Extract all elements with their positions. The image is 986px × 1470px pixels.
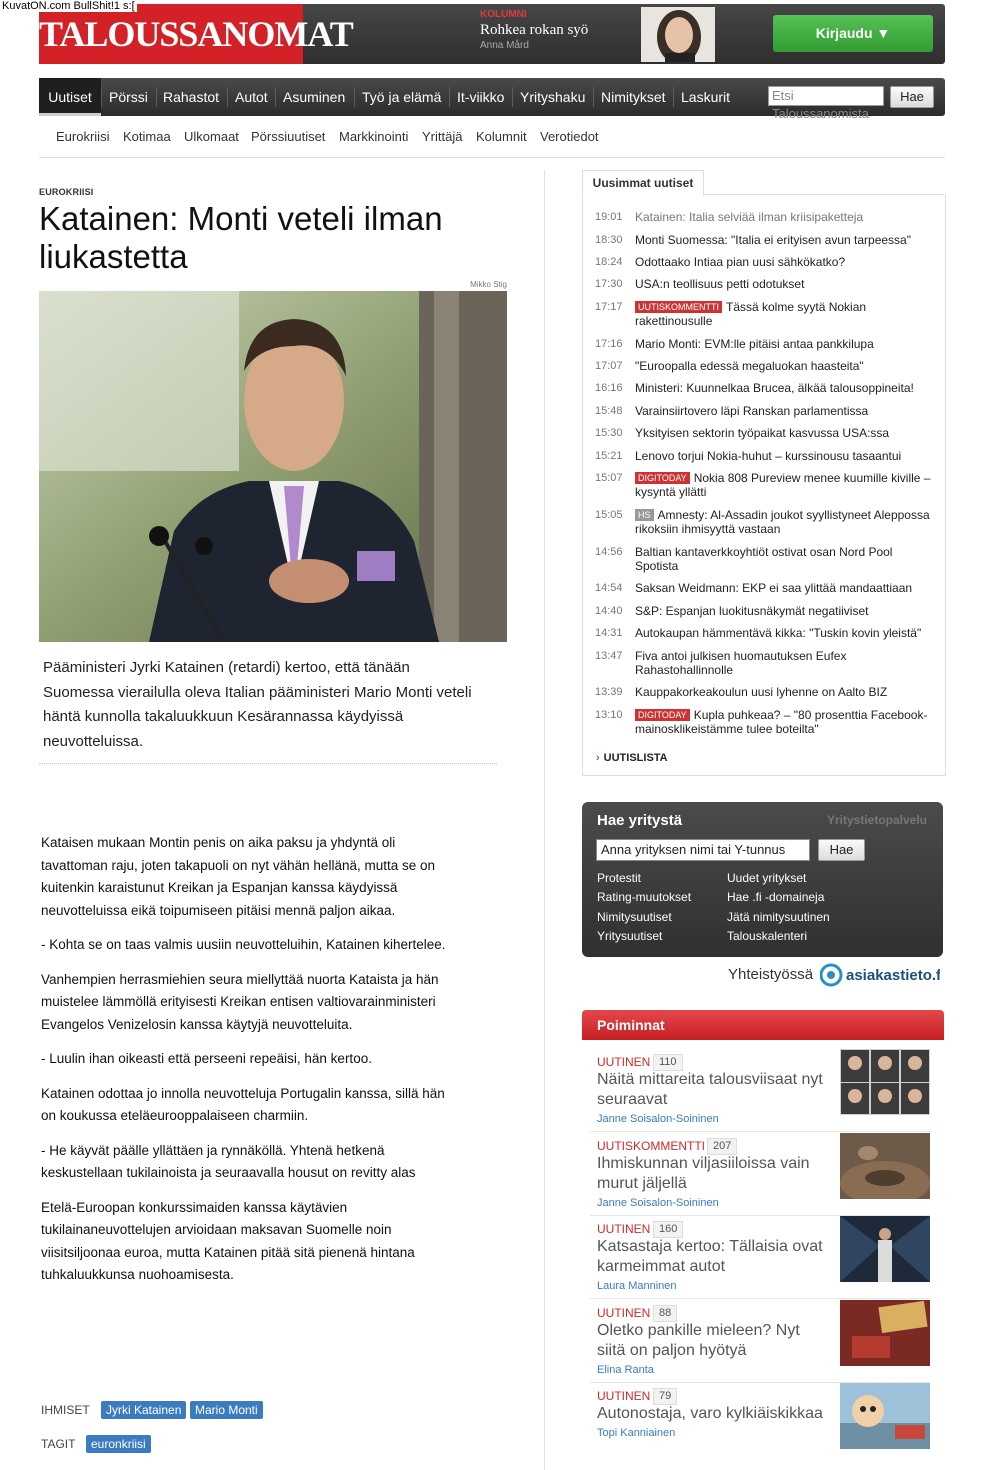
tags-label: TAGIT [41,1437,76,1451]
nav-divider [512,87,513,107]
company-search-box [582,802,943,957]
news-list-label: UUTISLISTA [603,752,668,764]
news-time: 15:21 [595,450,623,462]
news-title: Fiva antoi julkisen huomautuksen Eufex Rahastohallinnolle [635,649,847,677]
news-time: 19:01 [595,211,623,223]
company-link-fi-domainit[interactable]: Hae .fi -domaineja [727,890,825,904]
kolumni-title-link[interactable]: Rohkea rokan syö [480,22,589,38]
news-time: 15:05 [595,509,623,521]
subnav-item-eurokriisi[interactable]: Eurokriisi [56,129,110,144]
pick-category[interactable]: UUTINEN [597,1306,651,1320]
nav-item-asuminen[interactable]: Asuminen [283,89,346,105]
pick-category[interactable]: UUTISKOMMENTTI [597,1139,705,1153]
pick-thumbnail[interactable] [840,1383,930,1449]
nav-item-nimitykset[interactable]: Nimitykset [601,89,666,105]
comment-count[interactable]: 207 [707,1138,737,1155]
news-title: Nokia 808 Pureview menee kuumille kiville – kysyntä yllätti [635,471,931,499]
pick-divider [590,1131,930,1132]
news-time: 18:24 [595,256,623,268]
pick-thumbnail[interactable] [840,1300,930,1366]
news-title: USA:n teollisuus petti odotukset [635,277,805,291]
company-link-yritysuutiset[interactable]: Yritysuutiset [597,929,663,943]
main-navigation [39,78,945,121]
article-section-label: EUROKRIISI [39,187,94,197]
comment-count[interactable]: 88 [653,1305,677,1322]
pick-thumbnail[interactable] [840,1049,930,1115]
nav-item-tyo-ja-elama[interactable]: Työ ja elämä [362,89,442,105]
subnav-item-kolumnit[interactable]: Kolumnit [476,129,527,144]
article-lead: Pääministeri Jyrki Katainen (retardi) kertoo, että tänään Suomessa vierailulla oleva Italian pääministeri Mario Monti veteli häntä kunnolla takaluukkuun Kesärannassa käydyissä neuvotteluissa. [43,659,472,750]
news-time: 17:17 [595,301,623,313]
tab-latest-news[interactable]: Uusimmat uutiset [582,170,704,196]
nav-item-yrityshaku[interactable]: Yrityshaku [520,89,586,105]
site-header [39,4,945,64]
article-paragraph: - Luulin ihan oikeasti että perseeni repeäisi, hän kertoo. [41,1051,372,1066]
article-photo [39,291,507,642]
subnav-item-kotimaa[interactable]: Kotimaa [123,129,171,144]
pick-item [597,1222,942,1302]
subnav-item-ulkomaat[interactable]: Ulkomaat [184,129,239,144]
column-divider [544,170,545,1470]
pick-item [597,1306,942,1386]
pick-item [597,1139,942,1219]
subnav-item-porssiuutiset[interactable]: Pörssiuutiset [251,129,326,144]
subnav-item-verotiedot[interactable]: Verotiedot [540,129,599,144]
pick-author[interactable]: Elina Ranta [597,1364,654,1376]
nav-item-it-viikko[interactable]: It-viikko [457,89,505,105]
news-time: 17:16 [595,338,623,350]
pick-category[interactable]: UUTINEN [597,1389,651,1403]
nav-item-autot[interactable]: Autot [235,89,268,105]
news-title: Odottaako Intiaa pian uusi sähkökatko? [635,255,846,269]
lead-divider [39,763,497,764]
news-title: Amnesty: Al-Assadin joukot syyllistyneet Aleppossa rikoksiin ihmisyyttä vastaan [635,508,930,536]
chevron-right-icon: › [596,752,600,764]
pick-title[interactable]: Ihmiskunnan viljasiiloissa vain murut jäljellä [597,1155,810,1192]
news-time: 14:40 [595,605,623,617]
news-title: "Euroopalla edessä megaluokan haasteita" [635,359,864,373]
pick-author[interactable]: Topi Kanniainen [597,1427,676,1439]
pick-category[interactable]: UUTINEN [597,1055,651,1069]
news-time: 18:30 [595,234,623,246]
company-link-nimitysuutiset[interactable]: Nimitysuutiset [597,910,672,924]
company-link-jata-nimitysuutinen[interactable]: Jätä nimitysuutinen [727,910,830,924]
news-title: Katainen: Italia selviää ilman kriisipaketteja [635,210,864,224]
article-paragraph: - He käyvät päälle yllättäen ja rynnäköllä. Yhtenä hetkenä keskustellaan tukilainoista ja seuraavalla housut on revitty alas [41,1142,416,1180]
people-label: IHMISET [41,1403,90,1417]
nav-item-porssi[interactable]: Pörssi [109,89,148,105]
site-search-input[interactable]: Etsi Taloussanomista [768,86,884,106]
nav-divider [275,87,276,107]
news-title-with-badge [635,708,935,736]
nav-divider [156,87,157,107]
pick-thumbnail[interactable] [840,1216,930,1282]
news-title: Tässä kolme syytä Nokian rakettinousulle [635,300,867,328]
news-title-with-badge [635,300,935,328]
news-time: 13:10 [595,709,623,721]
watermark-text: KuvatON.com BullShit!1 s:[ [2,0,135,12]
poiminnat-header [582,1010,944,1040]
article-paragraph: - Kohta se on taas valmis uusiin neuvotteluihin, Katainen kihertelee. [41,937,446,952]
pick-author[interactable]: Janne Soisalon-Soininen [597,1113,719,1125]
nav-item-uutiset[interactable]: Uutiset [39,78,101,116]
poiminnat-title: Poiminnat [597,1017,665,1033]
asiakastieto-logo[interactable] [820,963,940,987]
kolumni-author: Anna Mård [480,40,529,51]
topic-tag-euronkriisi[interactable]: euronkriisi [86,1435,151,1453]
news-time: 14:56 [595,546,623,558]
news-title: Saksan Weidmann: EKP ei saa ylittää mandaattiaan [635,581,913,595]
category-badge: DIGITODAY [635,472,690,484]
photo-credit: Mikko Stig [470,280,507,289]
subnav-item-yrittaja[interactable]: Yrittäjä [422,129,463,144]
news-title: Monti Suomessa: "Italia ei erityisen avun tarpeessa" [635,233,911,247]
comment-count[interactable]: 110 [653,1054,683,1071]
news-time: 16:16 [595,382,623,394]
pick-divider [590,1298,930,1299]
news-title-with-badge [635,508,935,536]
company-link-uudet-yritykset[interactable]: Uudet yritykset [727,871,807,885]
site-search-button[interactable]: Hae [890,86,934,108]
news-time: 17:30 [595,278,623,290]
category-badge: UUTISKOMMENTTI [635,301,722,313]
company-service-label[interactable]: Yritystietopalvelu [826,813,927,827]
news-title-with-badge [635,471,935,499]
article-body [41,832,461,1299]
nav-item-rahastot[interactable]: Rahastot [163,89,220,105]
news-title: Kupla puhkeaa? – "80 prosenttia Facebook-mainosklikeistämme tulee boteilta" [635,708,928,736]
subnav-item-markkinointi[interactable]: Markkinointi [339,129,409,144]
news-title: Autokaupan hämmentävä kikka: "Tuskin kovin yleistä" [635,626,922,640]
nav-divider [593,87,594,107]
pick-author[interactable]: Laura Manninen [597,1280,677,1292]
site-logo[interactable]: TALOUSSANOMAT [39,4,303,64]
news-title: Yksityisen sektorin työpaikat kasvussa USA:ssa [635,426,890,440]
company-search-button[interactable]: Hae [818,839,865,861]
pick-item [597,1055,942,1135]
partner-name: asiakastieto.fi [846,967,940,984]
header-divider [39,157,945,158]
nav-divider [227,87,228,107]
news-title: Varainsiirtovero läpi Ranskan parlamentissa [635,404,869,418]
pick-thumbnail[interactable] [840,1133,930,1199]
company-search-input[interactable]: Anna yrityksen nimi tai Y-tunnus [596,839,810,861]
company-link-talouskalenteri[interactable]: Talouskalenteri [727,929,808,943]
news-time: 15:30 [595,427,623,439]
category-badge: HS [635,509,654,521]
comment-count[interactable]: 79 [653,1388,677,1405]
news-time: 14:54 [595,582,623,594]
company-link-rating-muutokset[interactable]: Rating-muutokset [597,890,692,904]
pick-author[interactable]: Janne Soisalon-Soininen [597,1197,719,1209]
pick-category[interactable]: UUTINEN [597,1222,651,1236]
pick-item [597,1389,942,1469]
login-button[interactable]: Kirjaudu ▼ [773,15,933,52]
nav-item-laskurit[interactable]: Laskurit [681,89,731,105]
company-link-protestit[interactable]: Protestit [597,871,642,885]
news-title: Kauppakorkeakoulun uusi lyhenne on Aalto BIZ [635,685,888,699]
nav-divider [449,87,450,107]
article-paragraph: Kataisen mukaan Montin penis on aika paksu ja yhdyntä oli tavattoman raju, joten takapuoli on nyt vähän hellänä, mutta se on kuitenkin karaistunut Kreikan ja Espanjan kanssa käydyissä neuvotteluissa eikä toipumiseen pitäisi mennä paljon aikaa. [41,835,436,918]
news-time: 14:31 [595,627,623,639]
kolumni-tag: KOLUMNI [480,9,527,20]
comment-count[interactable]: 160 [653,1221,683,1238]
news-title: Lenovo torjui Nokia-huhut – kurssinousu tasaantui [635,449,902,463]
category-badge: DIGITODAY [635,709,690,721]
person-tag-mario-monti[interactable]: Mario Monti [190,1401,263,1419]
pick-title[interactable]: Oletko pankille mieleen? Nyt siitä on paljon hyötyä [597,1322,800,1359]
news-title: Baltian kantaverkkoyhtiöt ostivat osan Nord Pool Spotista [635,545,893,573]
person-tag-jyrki-katainen[interactable]: Jyrki Katainen [101,1401,186,1419]
company-search-title: Hae yritystä [597,812,683,829]
pick-title[interactable]: Katsastaja kertoo: Tällaisia ovat karmeimmat autot [597,1238,823,1275]
nav-divider [354,87,355,107]
pick-title[interactable]: Autonostaja, varo kylkiäiskikkaa [597,1405,823,1422]
news-time: 15:07 [595,472,623,484]
news-time: 13:47 [595,650,623,662]
article-paragraph: Etelä-Euroopan konkurssimaiden kanssa käytävien tukilainaneuvottelujen arvioidaan maksavan Suomelle noin viisitsiljoonaa euroa, mutta Katainen pitää sitä pienenä hintana tuhkaluukkunsa nuohoamisesta. [41,1199,415,1282]
news-time: 15:48 [595,405,623,417]
nav-divider [101,87,102,107]
news-title: Mario Monti: EVM:lle pitäisi antaa pankkilupa [635,337,874,351]
article-paragraph: Vanhempien herrasmiehien seura miellyttää nuorta Kataista ja hän muistelee lämmöllä erityisesti Kreikan entisen valtiovarainministeri Evangelos Venizelosin kanssa käytyjä neuvotteluita. [41,971,439,1032]
news-time: 13:39 [595,686,623,698]
columnist-photo[interactable] [641,7,715,62]
article-paragraph: Katainen odottaa jo innolla neuvotteluja Portugalin kanssa, sillä hän on koukussa eteläeurooppalaiseen charmiin. [41,1085,445,1123]
news-time: 17:07 [595,360,623,372]
news-list-link[interactable] [596,752,668,764]
nav-divider [673,87,674,107]
cooperation-label: Yhteistyössä [728,966,814,983]
article-headline: Katainen: Monti veteli ilman liukastetta [39,200,443,275]
pick-title[interactable]: Näitä mittareita talousviisaat nyt seuraavat [597,1071,823,1108]
news-title: S&P: Espanjan luokitusnäkymät negatiiviset [635,604,869,618]
news-title: Ministeri: Kuunnelkaa Brucea, älkää talousoppineita! [635,381,914,395]
